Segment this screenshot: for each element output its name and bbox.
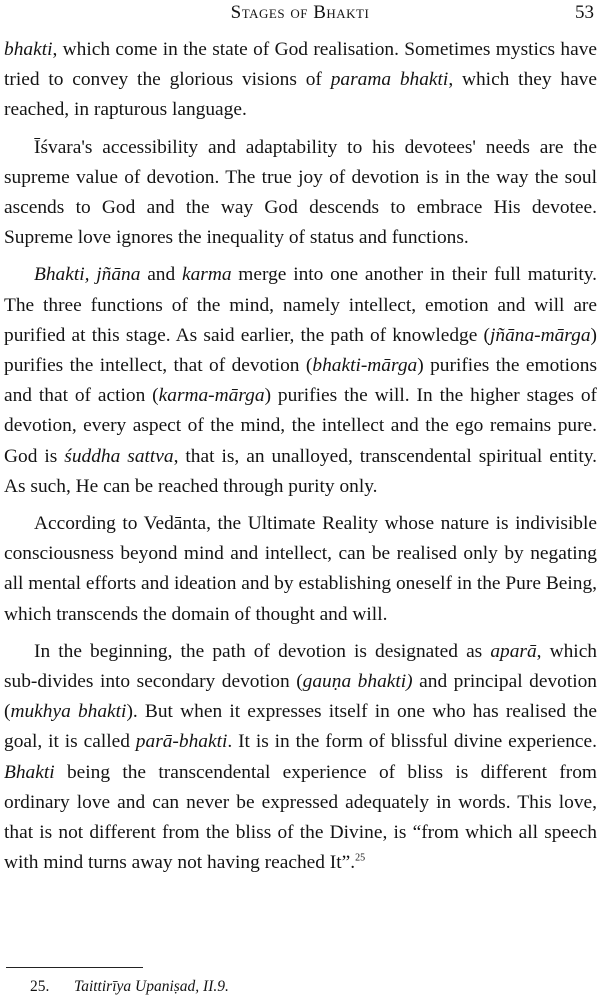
- text-run: gauṇa bhakti): [302, 671, 413, 693]
- text-run: śuddha sattva: [64, 445, 174, 467]
- text-run: According to Vedānta, the Ultimate Reality whose nature is indivisible consciousness beyond mind and intellect, can be realised only by negating all mental efforts and ideation and by establishing oneself in the Pure Being, which transcends the domain of thought and will.: [4, 513, 597, 625]
- text-run: ). But when it expresses itself in one who has realised the goal, it is called: [4, 701, 597, 753]
- text-run: , that is, an unalloyed, transcendental spiritual entity. As such, He can be reached through purity only.: [4, 445, 597, 497]
- text-run: mukhya bhakti: [10, 701, 127, 723]
- text-run: ) purifies the will. In the higher stages of devotion, every aspect of the mind, the intellect and the ego remains pure. God is: [4, 385, 598, 467]
- text-run: parā-bhakti: [135, 731, 228, 753]
- paragraph-4: [4, 509, 597, 630]
- text-run: Īśvara's accessibility and adaptability to his devotees' needs are the supreme value of devotion. The true joy of devotion is in the way the soul ascends to God and the way God descends to embrace His devotee. Supreme love ignores the inequality of status and functions.: [4, 136, 597, 249]
- text-run: bhakti: [4, 39, 53, 60]
- page-number: 53: [575, 2, 594, 23]
- text-run: , which they have reached, in rapturous language.: [4, 69, 597, 121]
- text-run: Bhakti, jñāna: [34, 264, 141, 286]
- running-title: Stages of Bhakti: [230, 2, 370, 23]
- body-text: [4, 35, 597, 878]
- text-run: , which sub-divides into secondary devotion (: [4, 640, 597, 693]
- text-run: ) purifies the emotions and that of action (: [4, 355, 597, 407]
- text-run: and principal devotion (: [4, 671, 597, 723]
- text-run: Bhakti: [4, 761, 55, 783]
- paragraph-3: [4, 260, 597, 502]
- text-run: ) purifies the intellect, that of devotion (: [4, 324, 597, 377]
- text-run: being the transcendental experience of bliss is different from ordinary love and can never be expressed adequately in words. This love, that is not different from the bliss of the Divine, is “from which all speech with mind turns away not having reached It”.: [4, 761, 597, 874]
- footnote: [30, 978, 229, 996]
- text-run: jñāna-mārga: [489, 324, 591, 346]
- running-header: [0, 2, 600, 28]
- text-run: . It is in the form of blissful divine experience.: [227, 731, 597, 753]
- footnote-ref: 25: [355, 852, 366, 864]
- text-run: In the beginning, the path of devotion is designated as: [34, 640, 491, 662]
- text-run: merge into one another in their full maturity. The three functions of the mind, namely intellect, emotion and will are purified at this stage. As said earlier, the path of knowledge (: [4, 264, 598, 346]
- footnote-rule: [6, 967, 143, 968]
- paragraph-2: [4, 133, 597, 254]
- paragraph-5: [4, 637, 597, 879]
- text-run: karma: [181, 264, 232, 286]
- text-run: bhakti-mārga: [312, 355, 418, 377]
- text-run: karma-mārga: [158, 385, 265, 407]
- paragraph-1: [4, 35, 597, 126]
- footnote-number: 25.: [30, 978, 50, 995]
- text-run: parama bhakti: [330, 69, 449, 91]
- text-run: and: [140, 264, 182, 286]
- footnote-text: Taittirīya Upaniṣad, II.9.: [74, 978, 229, 995]
- text-run: , which come in the state of God realisation. Sometimes mystics have tried to convey the glorious visions of: [4, 39, 597, 91]
- text-run: aparā: [490, 640, 537, 662]
